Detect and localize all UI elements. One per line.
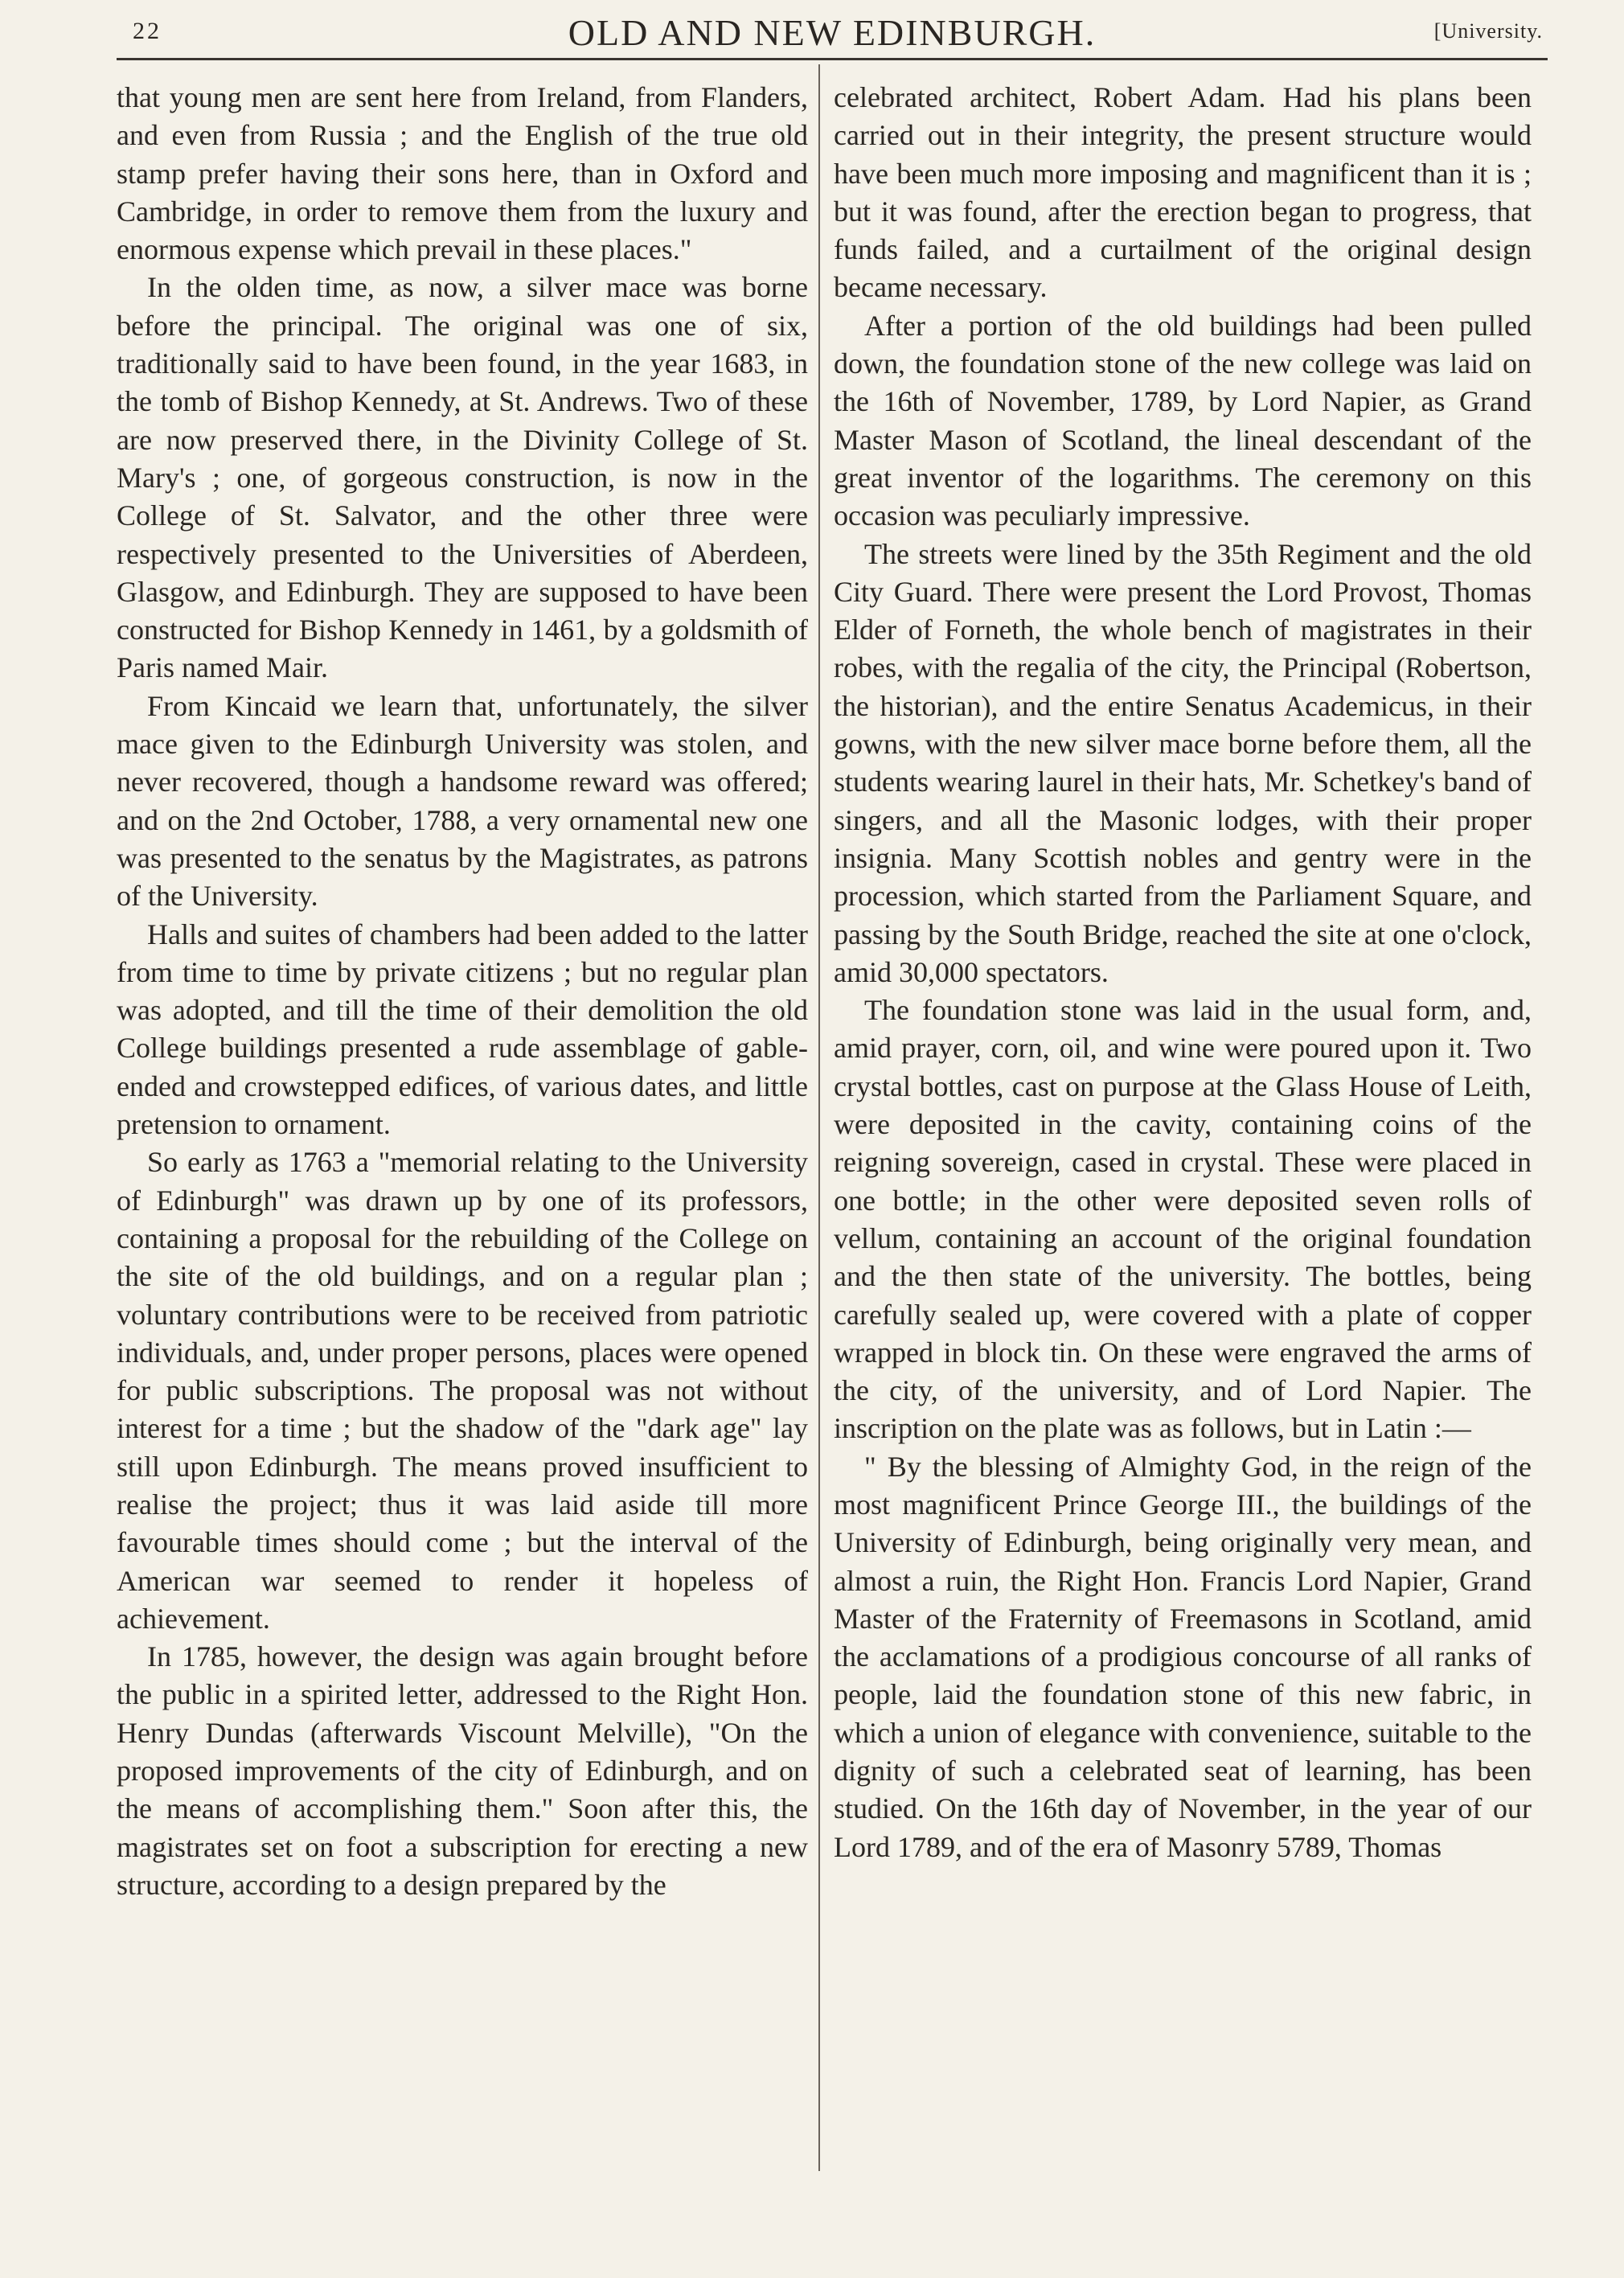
paragraph: In 1785, however, the design was again brought before the public in a spirited letter, addressed to the Right Hon. Henry Dundas (afterwards Viscount Melville), "On the proposed improvements of the city of Edinburgh, and on the means of accomplishing them." Soon after this, the magistrates set on foot a subscription for erecting a new structure, according to a design prepared by the xyxy=(117,1640,808,1901)
paragraph: In the olden time, as now, a silver mace was borne before the principal. The original was one of six, traditionally said to have been found, in the year 1683, in the tomb of Bishop Kennedy, at St. Andrews. Two of these are now preserved there, in the Divinity College of St. Mary's ; one, of gorgeous construction, is now in the College of St. Salvator, and the other three were respectively presented to the Universities of Aberdeen, Glasgow, and Edinburgh. They are supposed to have been constructed for Bishop Kennedy in 1461, by a goldsmith of Paris named Mair. xyxy=(117,271,808,684)
running-header xyxy=(117,11,1548,56)
section-marker: [University. xyxy=(1433,19,1543,43)
paragraph: After a portion of the old buildings had been pulled down, the foundation stone of the new college was laid on the 16th of November, 1789, by Lord Napier, as Grand Master Mason of Scotland, the lineal descendant of the great inventor of the logarithms. The ceremony on this occasion was peculiarly impressive. xyxy=(834,309,1532,532)
paragraph: The foundation stone was laid in the usual form, and, amid prayer, corn, oil, and wine were poured upon it. Two crystal bottles, cast on purpose at the Glass House of Leith, were deposited in the cavity, containing coins of the reigning sovereign, cased in crystal. These were placed in one bottle; in the other were deposited seven rolls of vellum, containing an account of the original foundation and the then state of the university. The bottles, being carefully sealed up, were covered with a plate of copper wrapped in block tin. On these were engraved the arms of the city, of the university, and of Lord Napier. The inscription on the plate was as follows, but in Latin :— xyxy=(834,994,1532,1445)
column-divider xyxy=(818,64,820,2171)
paragraph: that young men are sent here from Ireland, from Flanders, and even from Russia ; and the English of the true old stamp prefer having their sons here, than in Oxford and Cambridge, in order to remove them from the luxury and enormous expense which prevail in these places." xyxy=(117,81,808,266)
paragraph: From Kincaid we learn that, unfortunately, the silver mace given to the Edinburgh University was stolen, and never recovered, though a handsome reward was offered; and on the 2nd October, 1788, a very ornamental new one was presented to the senatus by the Magistrates, as patrons of the University. xyxy=(117,689,808,913)
paragraph: So early as 1763 a "memorial relating to the University of Edinburgh" was drawn up by one of its professors, containing a proposal for the rebuilding of the College on the site of the old buildings, and on a regular plan ; voluntary contributions were to be received from patriotic individuals, and, under proper persons, places were opened for public subscriptions. The proposal was not without interest for a time ; but the shadow of the "dark age" lay still upon Edinburgh. The means proved insufficient to realise the project; thus it was laid aside till more favourable times should come ; but the interval of the American war seemed to render it hopeless of achievement. xyxy=(117,1146,808,1635)
left-column xyxy=(117,79,808,2186)
page-number: 22 xyxy=(133,18,162,44)
right-column xyxy=(834,79,1532,2186)
header-rule xyxy=(117,58,1548,60)
paragraph: celebrated architect, Robert Adam. Had his plans been carried out in their integrity, the present structure would have been much more imposing and magnificent than it is ; but it was found, after the erection began to progress, that funds failed, and a curtailment of the original design became necessary. xyxy=(834,81,1532,304)
paragraph: The streets were lined by the 35th Regiment and the old City Guard. There were present the Lord Provost, Thomas Elder of Forneth, the whole bench of magistrates in their robes, with the regalia of the city, the Principal (Robertson, the historian), and the entire Senatus Academicus, in their gowns, with the new silver mace borne before them, all the students wearing laurel in their hats, Mr. Schetkey's band of singers, and all the Masonic lodges, with their proper insignia. Many Scottish nobles and gentry were in the procession, which started from the Parliament Square, and passing by the South Bridge, reached the site at one o'clock, amid 30,000 spectators. xyxy=(834,537,1532,988)
paragraph: Halls and suites of chambers had been added to the latter from time to time by private citizens ; but no regular plan was adopted, and till the time of their demolition the old College buildings presented a rude assemblage of gable-ended and crowstepped edifices, of various dates, and little pretension to ornament. xyxy=(117,917,808,1141)
inscription-quote: " By the blessing of Almighty God, in the reign of the most magnificent Prince George III., the buildings of the University of Edinburgh, being originally very mean, and almost a ruin, the Right Hon. Francis Lord Napier, Grand Master of the Fraternity of Freemasons in Scotland, amid the acclamations of a prodigious concourse of all ranks of people, laid the foundation stone of this new fabric, in which a union of elegance with convenience, suitable to the dignity of such a celebrated seat of learning, has been studied. On the 16th day of November, in the year of our Lord 1789, and of the era of Masonry 5789, Thomas xyxy=(834,1450,1532,1863)
running-title: OLD AND NEW EDINBURGH. xyxy=(568,12,1097,53)
